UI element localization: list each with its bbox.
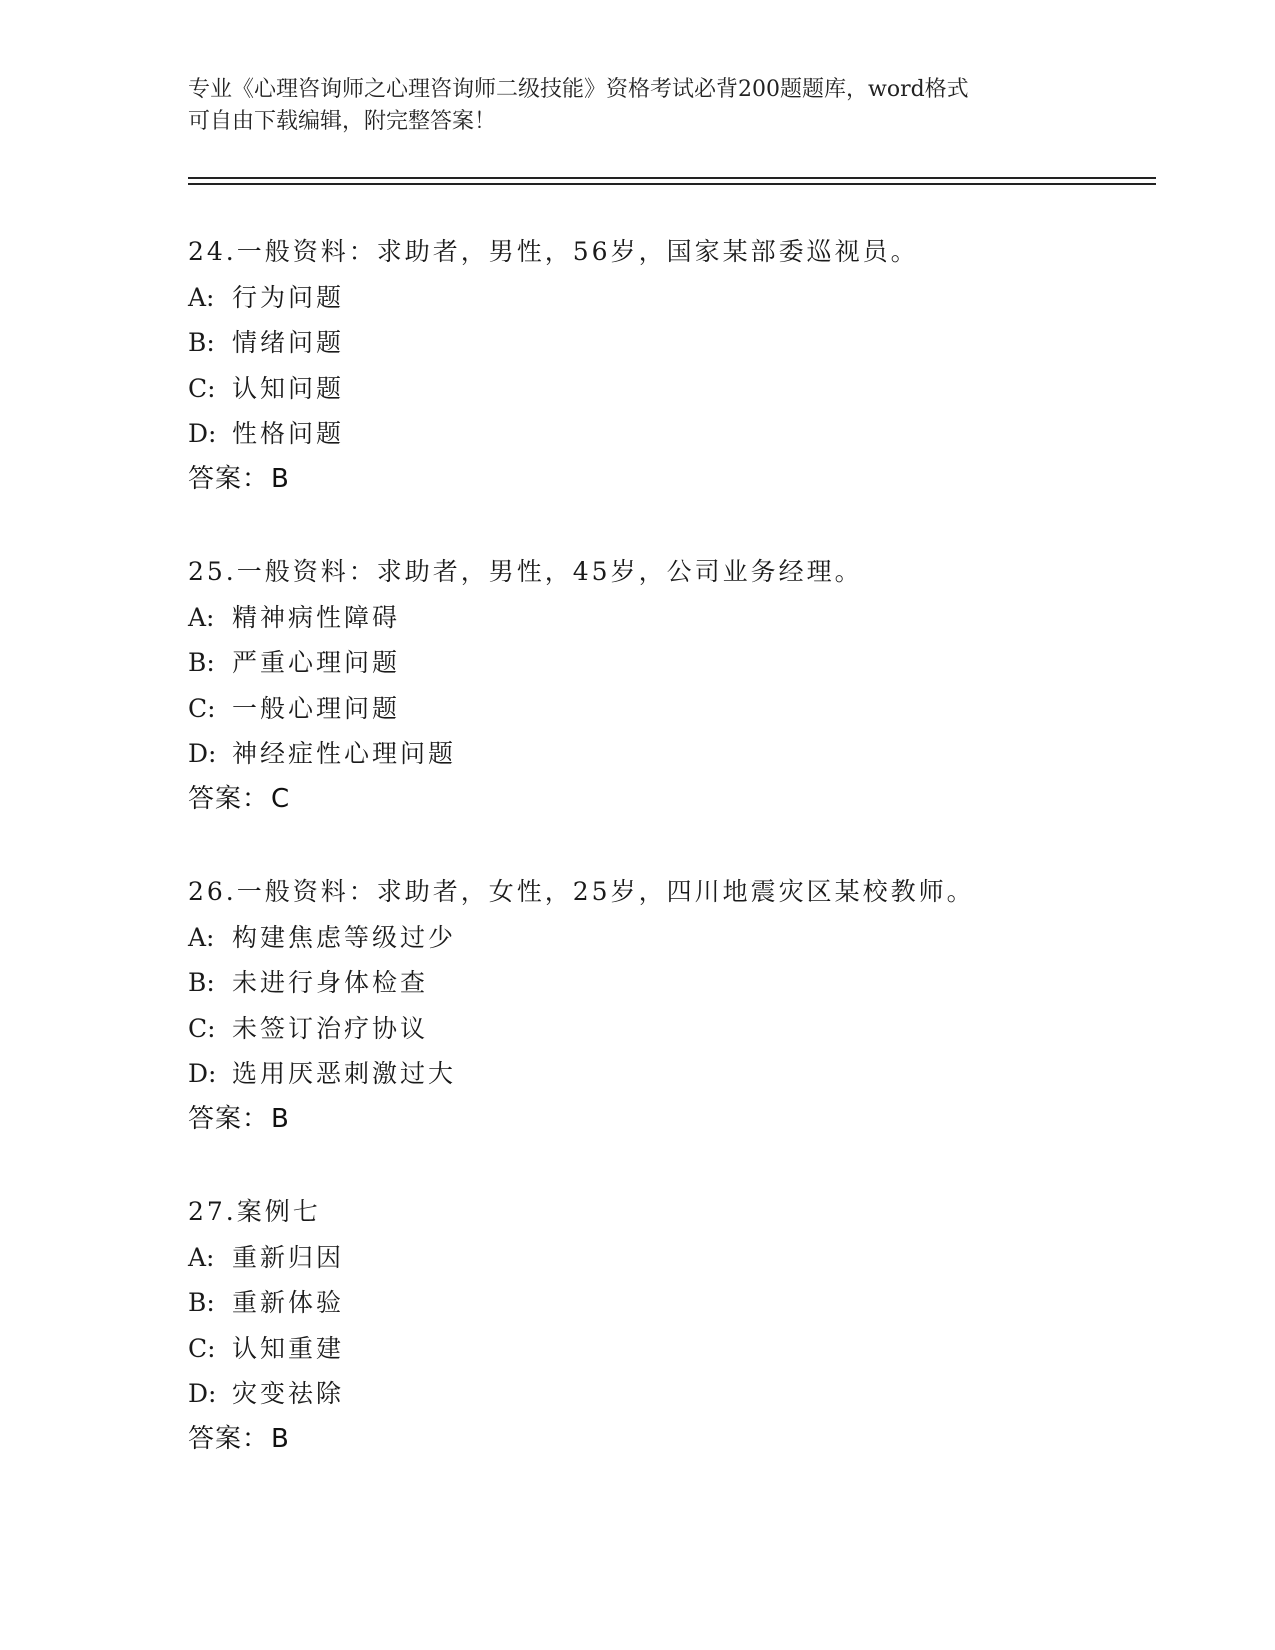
answer-label: 答案： [188, 463, 270, 494]
option-letter: D: [188, 739, 217, 769]
option-letter: A: [188, 922, 215, 952]
answer-label: 答案： [188, 1103, 270, 1134]
answer-label: 答案： [188, 783, 270, 814]
option-b [188, 1280, 1148, 1326]
option-a [188, 275, 1148, 321]
option-letter: B: [188, 328, 215, 358]
answer-label: 答案： [188, 1423, 270, 1454]
option-letter: A: [188, 602, 215, 632]
header-line-2: 可自由下载编辑，附完整答案！ [188, 109, 497, 134]
question-stem: 24.一般资料：求助者，男性，56岁，国家某部委巡视员。 [188, 237, 919, 266]
answer-line [188, 1097, 1148, 1143]
option-text: 性格问题 [232, 419, 345, 449]
option-text: 灾变祛除 [232, 1379, 345, 1409]
header-line-1: 专业《心理咨询师之心理咨询师二级技能》资格考试必背200题题库，word格式 [188, 77, 969, 102]
answer-value: B [271, 463, 290, 494]
document-header [188, 74, 1088, 138]
question-block [188, 869, 1148, 1143]
option-a [188, 1235, 1148, 1281]
option-text: 重新体验 [232, 1288, 345, 1318]
option-letter: D: [188, 419, 217, 449]
question-block [188, 1189, 1148, 1463]
option-text: 认知重建 [232, 1333, 345, 1363]
answer-line [188, 457, 1148, 503]
option-b [188, 320, 1148, 366]
option-letter: B: [188, 1288, 215, 1318]
answer-line [188, 777, 1148, 823]
question-block [188, 549, 1148, 823]
header-divider-top [188, 177, 1156, 179]
header-divider-bottom [188, 183, 1156, 185]
option-letter: C: [188, 1013, 216, 1043]
answer-value: C [271, 783, 291, 814]
question-stem: 26.一般资料：求助者，女性，25岁，四川地震灾区某校教师。 [188, 877, 975, 906]
question-block [188, 229, 1148, 503]
option-letter: D: [188, 1379, 217, 1409]
option-letter: D: [188, 1059, 217, 1089]
question-stem: 25.一般资料：求助者，男性，45岁，公司业务经理。 [188, 557, 863, 586]
option-text: 一般心理问题 [232, 693, 401, 723]
answer-value: B [271, 1423, 290, 1454]
option-text: 神经症性心理问题 [232, 739, 457, 769]
option-c [188, 1006, 1148, 1052]
option-d [188, 1051, 1148, 1097]
option-a [188, 595, 1148, 641]
option-letter: A: [188, 282, 215, 312]
option-b [188, 960, 1148, 1006]
option-letter: B: [188, 968, 215, 998]
option-d [188, 731, 1148, 777]
option-a [188, 915, 1148, 961]
option-d [188, 411, 1148, 457]
option-text: 未进行身体检查 [232, 968, 429, 998]
option-letter: C: [188, 693, 216, 723]
option-text: 重新归因 [232, 1242, 345, 1272]
option-c [188, 686, 1148, 732]
answer-value: B [271, 1103, 290, 1134]
option-c [188, 1326, 1148, 1372]
option-letter: C: [188, 373, 216, 403]
option-text: 未签订治疗协议 [232, 1013, 429, 1043]
option-letter: A: [188, 1242, 215, 1272]
option-letter: B: [188, 648, 215, 678]
option-text: 认知问题 [232, 373, 345, 403]
option-d [188, 1371, 1148, 1417]
option-b [188, 640, 1148, 686]
option-text: 选用厌恶刺激过大 [232, 1059, 457, 1089]
option-text: 构建焦虑等级过少 [232, 922, 457, 952]
option-text: 严重心理问题 [232, 648, 401, 678]
option-text: 情绪问题 [232, 328, 345, 358]
option-letter: C: [188, 1333, 216, 1363]
option-text: 行为问题 [232, 282, 345, 312]
option-c [188, 366, 1148, 412]
question-stem: 27.案例七 [188, 1197, 321, 1226]
answer-line [188, 1417, 1148, 1463]
option-text: 精神病性障碍 [232, 602, 401, 632]
